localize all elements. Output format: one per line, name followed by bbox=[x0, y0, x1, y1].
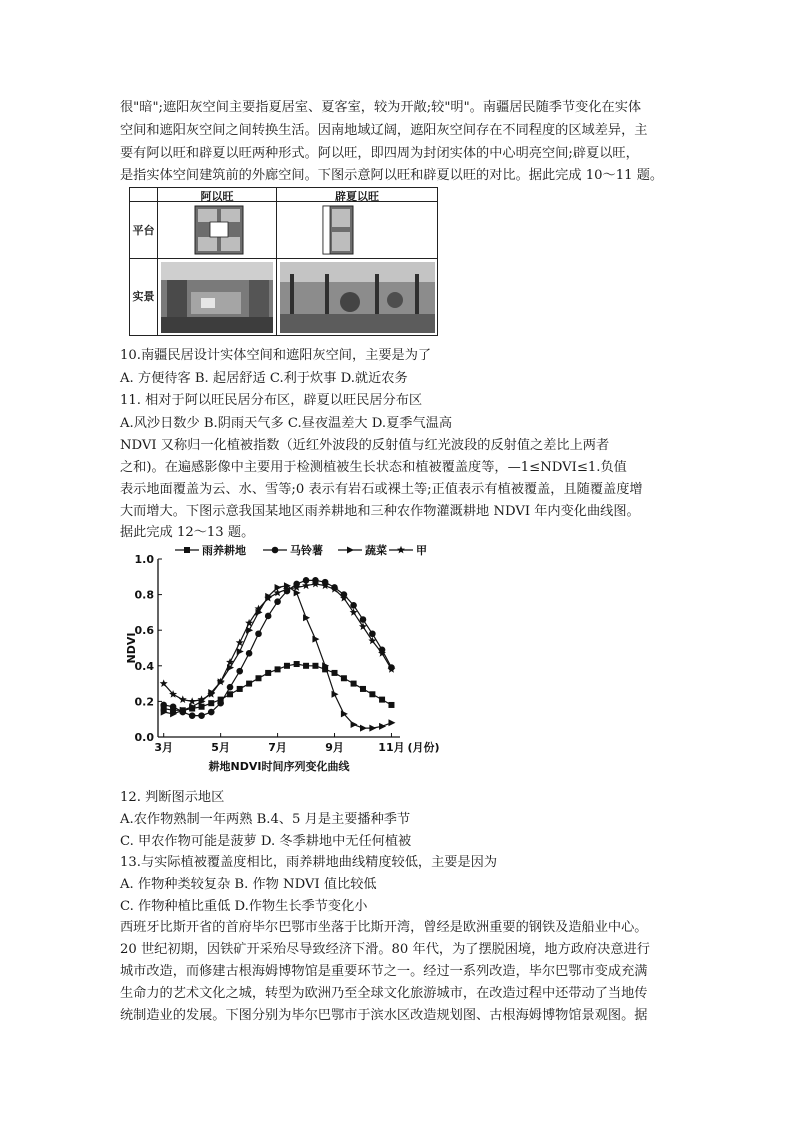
ayiwang-floorplan bbox=[194, 205, 244, 255]
q13-options-1: A. 作物种类较复杂 B. 作物 NDVI 值比较低 bbox=[120, 877, 377, 892]
data-point-series-1 bbox=[379, 697, 385, 703]
q12-stem: 12. 判断图示地区 bbox=[120, 790, 225, 805]
data-point-series-2 bbox=[189, 712, 196, 719]
x-tick-label: 9月 bbox=[325, 741, 344, 754]
y-tick-label: 1.0 bbox=[134, 553, 154, 566]
data-point-series-1 bbox=[351, 681, 357, 687]
chart-title: 耕地NDVI时间序列变化曲线 bbox=[208, 760, 350, 773]
legend-marker bbox=[272, 547, 279, 554]
data-point-series-2 bbox=[265, 613, 272, 620]
intro-line-3: 要有阿以旺和辟夏以旺两种形式。阿以旺，即四周为封闭实体的中心明亮空间;辟夏以旺， bbox=[120, 146, 639, 161]
y-tick-label: 0.6 bbox=[134, 624, 154, 638]
q11-stem: 11. 相对于阿以旺民居分布区，辟夏以旺民居分布区 bbox=[120, 393, 423, 408]
q13-stem: 13.与实际植被覆盖度相比，雨养耕地曲线精度较低，主要是因为 bbox=[120, 855, 498, 870]
data-point-series-1 bbox=[303, 663, 309, 669]
x-tick-label: 5月 bbox=[211, 741, 230, 754]
intro-line-2: 空间和遮阳灰空间之间转换生活。因南地域辽阔，遮阳灰空间存在不同程度的区域差异，主 bbox=[120, 123, 648, 138]
bixia-floorplan bbox=[322, 205, 362, 255]
ayiwang-photo-image bbox=[161, 262, 273, 333]
q11-options: A.风沙日数少 B.阴雨天气多 C.昼夜温差大 D.夏季气温高 bbox=[120, 416, 453, 431]
data-point-series-3 bbox=[360, 725, 367, 732]
y-axis-label: NDVI bbox=[125, 632, 138, 664]
data-point-series-1 bbox=[199, 704, 205, 710]
intro-line-4: 是指实体空间建筑前的外廊空间。下图示意阿以旺和辟夏以旺的对比。据此完成 10～11 题。 bbox=[120, 168, 664, 183]
q12-options-2: C. 甲农作物可能是菠萝 D. 冬季耕地中无任何植被 bbox=[120, 834, 412, 849]
comparison-table bbox=[129, 187, 438, 336]
data-point-series-1 bbox=[275, 666, 281, 672]
data-point-series-2 bbox=[255, 630, 262, 637]
col-header-bixia: 辟夏以旺 bbox=[335, 190, 379, 203]
ndvi-line-chart bbox=[125, 537, 443, 777]
data-point-series-1 bbox=[265, 670, 271, 676]
bilbao-line-4: 生命力的艺术文化之城，转型为欧洲乃至全球文化旅游城市，在改造过程中还带动了当地传 bbox=[120, 986, 648, 1001]
data-point-series-1 bbox=[294, 661, 300, 667]
data-point-series-2 bbox=[274, 598, 281, 605]
legend-label: 雨养耕地 bbox=[202, 544, 246, 557]
data-point-series-2 bbox=[217, 700, 224, 707]
data-point-series-2 bbox=[246, 650, 253, 657]
y-tick-label: 0.0 bbox=[134, 731, 154, 744]
row-header-photo: 实景 bbox=[132, 290, 155, 303]
x-tick-label: 11月 bbox=[378, 741, 405, 754]
x-tick-label: 3月 bbox=[154, 741, 174, 754]
col-header-ayiwang: 阿以旺 bbox=[200, 190, 234, 203]
data-point-series-4 bbox=[179, 695, 187, 703]
table-rule bbox=[157, 188, 158, 335]
data-point-series-1 bbox=[246, 681, 252, 687]
data-point-series-4 bbox=[160, 679, 168, 687]
data-point-series-2 bbox=[360, 616, 367, 623]
q10-options: A. 方便待客 B. 起居舒适 C.利于炊事 D.就近农务 bbox=[120, 371, 408, 386]
y-tick-label: 0.8 bbox=[134, 588, 154, 602]
data-point-series-2 bbox=[160, 702, 167, 709]
legend-label: 马铃薯 bbox=[290, 544, 323, 557]
x-tick-label: 7月 bbox=[268, 741, 287, 754]
bilbao-line-3: 城市改造，而修建古根海姆博物馆是重要环节之一。经过一系列改造，毕尔巴鄂市变成充满 bbox=[120, 964, 648, 979]
q12-options-1: A.农作物熟制一年两熟 B.4、5 月是主要播种季节 bbox=[120, 812, 411, 827]
legend-marker bbox=[347, 547, 354, 554]
x-axis-unit-label: (月份) bbox=[407, 741, 440, 754]
legend-label: 甲 bbox=[416, 544, 427, 557]
data-point-series-2 bbox=[227, 684, 234, 691]
data-point-series-2 bbox=[208, 709, 215, 716]
data-point-series-1 bbox=[256, 675, 262, 681]
data-point-series-1 bbox=[388, 702, 394, 708]
y-tick-label: 0.4 bbox=[134, 659, 154, 673]
data-point-series-1 bbox=[237, 686, 243, 692]
ndvi-line-3: 表示地面覆盖为云、水、雪等;0 表示有岩石或裸土等;正值表示有植被覆盖，且随覆盖度增 bbox=[120, 482, 643, 497]
legend-marker bbox=[184, 547, 190, 553]
data-point-series-3 bbox=[369, 725, 376, 732]
series-line-3 bbox=[164, 586, 392, 728]
bilbao-line-1: 西班牙比斯开省的首府毕尔巴鄂市坐落于比斯开湾，曾经是欧洲重要的钢铁及造船业中心。 bbox=[120, 920, 648, 935]
legend-marker bbox=[397, 546, 405, 554]
data-point-series-4 bbox=[302, 582, 310, 590]
q10-stem: 10.南疆民居设计实体空间和遮阳灰空间，主要是为了 bbox=[120, 348, 432, 363]
data-point-series-2 bbox=[236, 668, 243, 675]
data-point-series-3 bbox=[332, 691, 339, 698]
data-point-series-2 bbox=[170, 703, 177, 710]
data-point-series-1 bbox=[332, 670, 338, 676]
data-point-series-1 bbox=[284, 663, 290, 669]
ayiwang-photo bbox=[161, 262, 273, 333]
row-header-platform: 平台 bbox=[132, 224, 155, 237]
bixia-photo-image bbox=[280, 262, 435, 333]
ndvi-line-1: NDVI 又称归一化植被指数（近红外波段的反射值与红光波段的反射值之差比上两者 bbox=[120, 438, 610, 453]
ndvi-line-4: 大而增大。下图示意我国某地区雨养耕地和三种农作物灌溉耕地 NDVI 年内变化曲线图。 bbox=[120, 504, 640, 519]
ndvi-line-5: 据此完成 12～13 题。 bbox=[120, 525, 255, 540]
bixia-photo bbox=[280, 262, 435, 333]
ndvi-line-2: 之和)。在遍感影像中主要用于检测植被生长状态和植被覆盖度等，—1≤NDVI≤1.负值 bbox=[120, 460, 627, 475]
data-point-series-1 bbox=[312, 663, 318, 669]
table-rule bbox=[130, 258, 437, 259]
data-point-series-3 bbox=[351, 721, 358, 728]
data-point-series-1 bbox=[227, 691, 233, 697]
data-point-series-3 bbox=[388, 719, 395, 726]
data-point-series-2 bbox=[350, 602, 357, 609]
data-point-series-2 bbox=[198, 712, 205, 719]
y-tick-label: 0.2 bbox=[134, 695, 154, 709]
q13-options-2: C. 作物种植比重低 D.作物生长季节变化小 bbox=[120, 899, 368, 914]
data-point-series-1 bbox=[208, 700, 214, 706]
data-point-series-3 bbox=[379, 723, 386, 730]
table-rule bbox=[276, 188, 277, 335]
legend-label: 蔬菜 bbox=[365, 544, 387, 557]
data-point-series-2 bbox=[369, 630, 376, 637]
intro-line-1: 很"暗";遮阳灰空间主要指夏居室、夏客室，较为开敞;较"明"。南疆居民随季节变化在实体 bbox=[120, 100, 642, 115]
data-point-series-1 bbox=[341, 675, 347, 681]
bilbao-line-5: 统制造业的发展。下图分别为毕尔巴鄂市于滨水区改造规划图、古根海姆博物馆景观图。据 bbox=[120, 1008, 648, 1023]
bilbao-line-2: 20 世纪初期，因铁矿开采殆尽导致经济下滑。80 年代，为了摆脱困境，地方政府决意进行 bbox=[120, 942, 650, 957]
data-point-series-1 bbox=[360, 686, 366, 692]
data-point-series-1 bbox=[369, 691, 375, 697]
